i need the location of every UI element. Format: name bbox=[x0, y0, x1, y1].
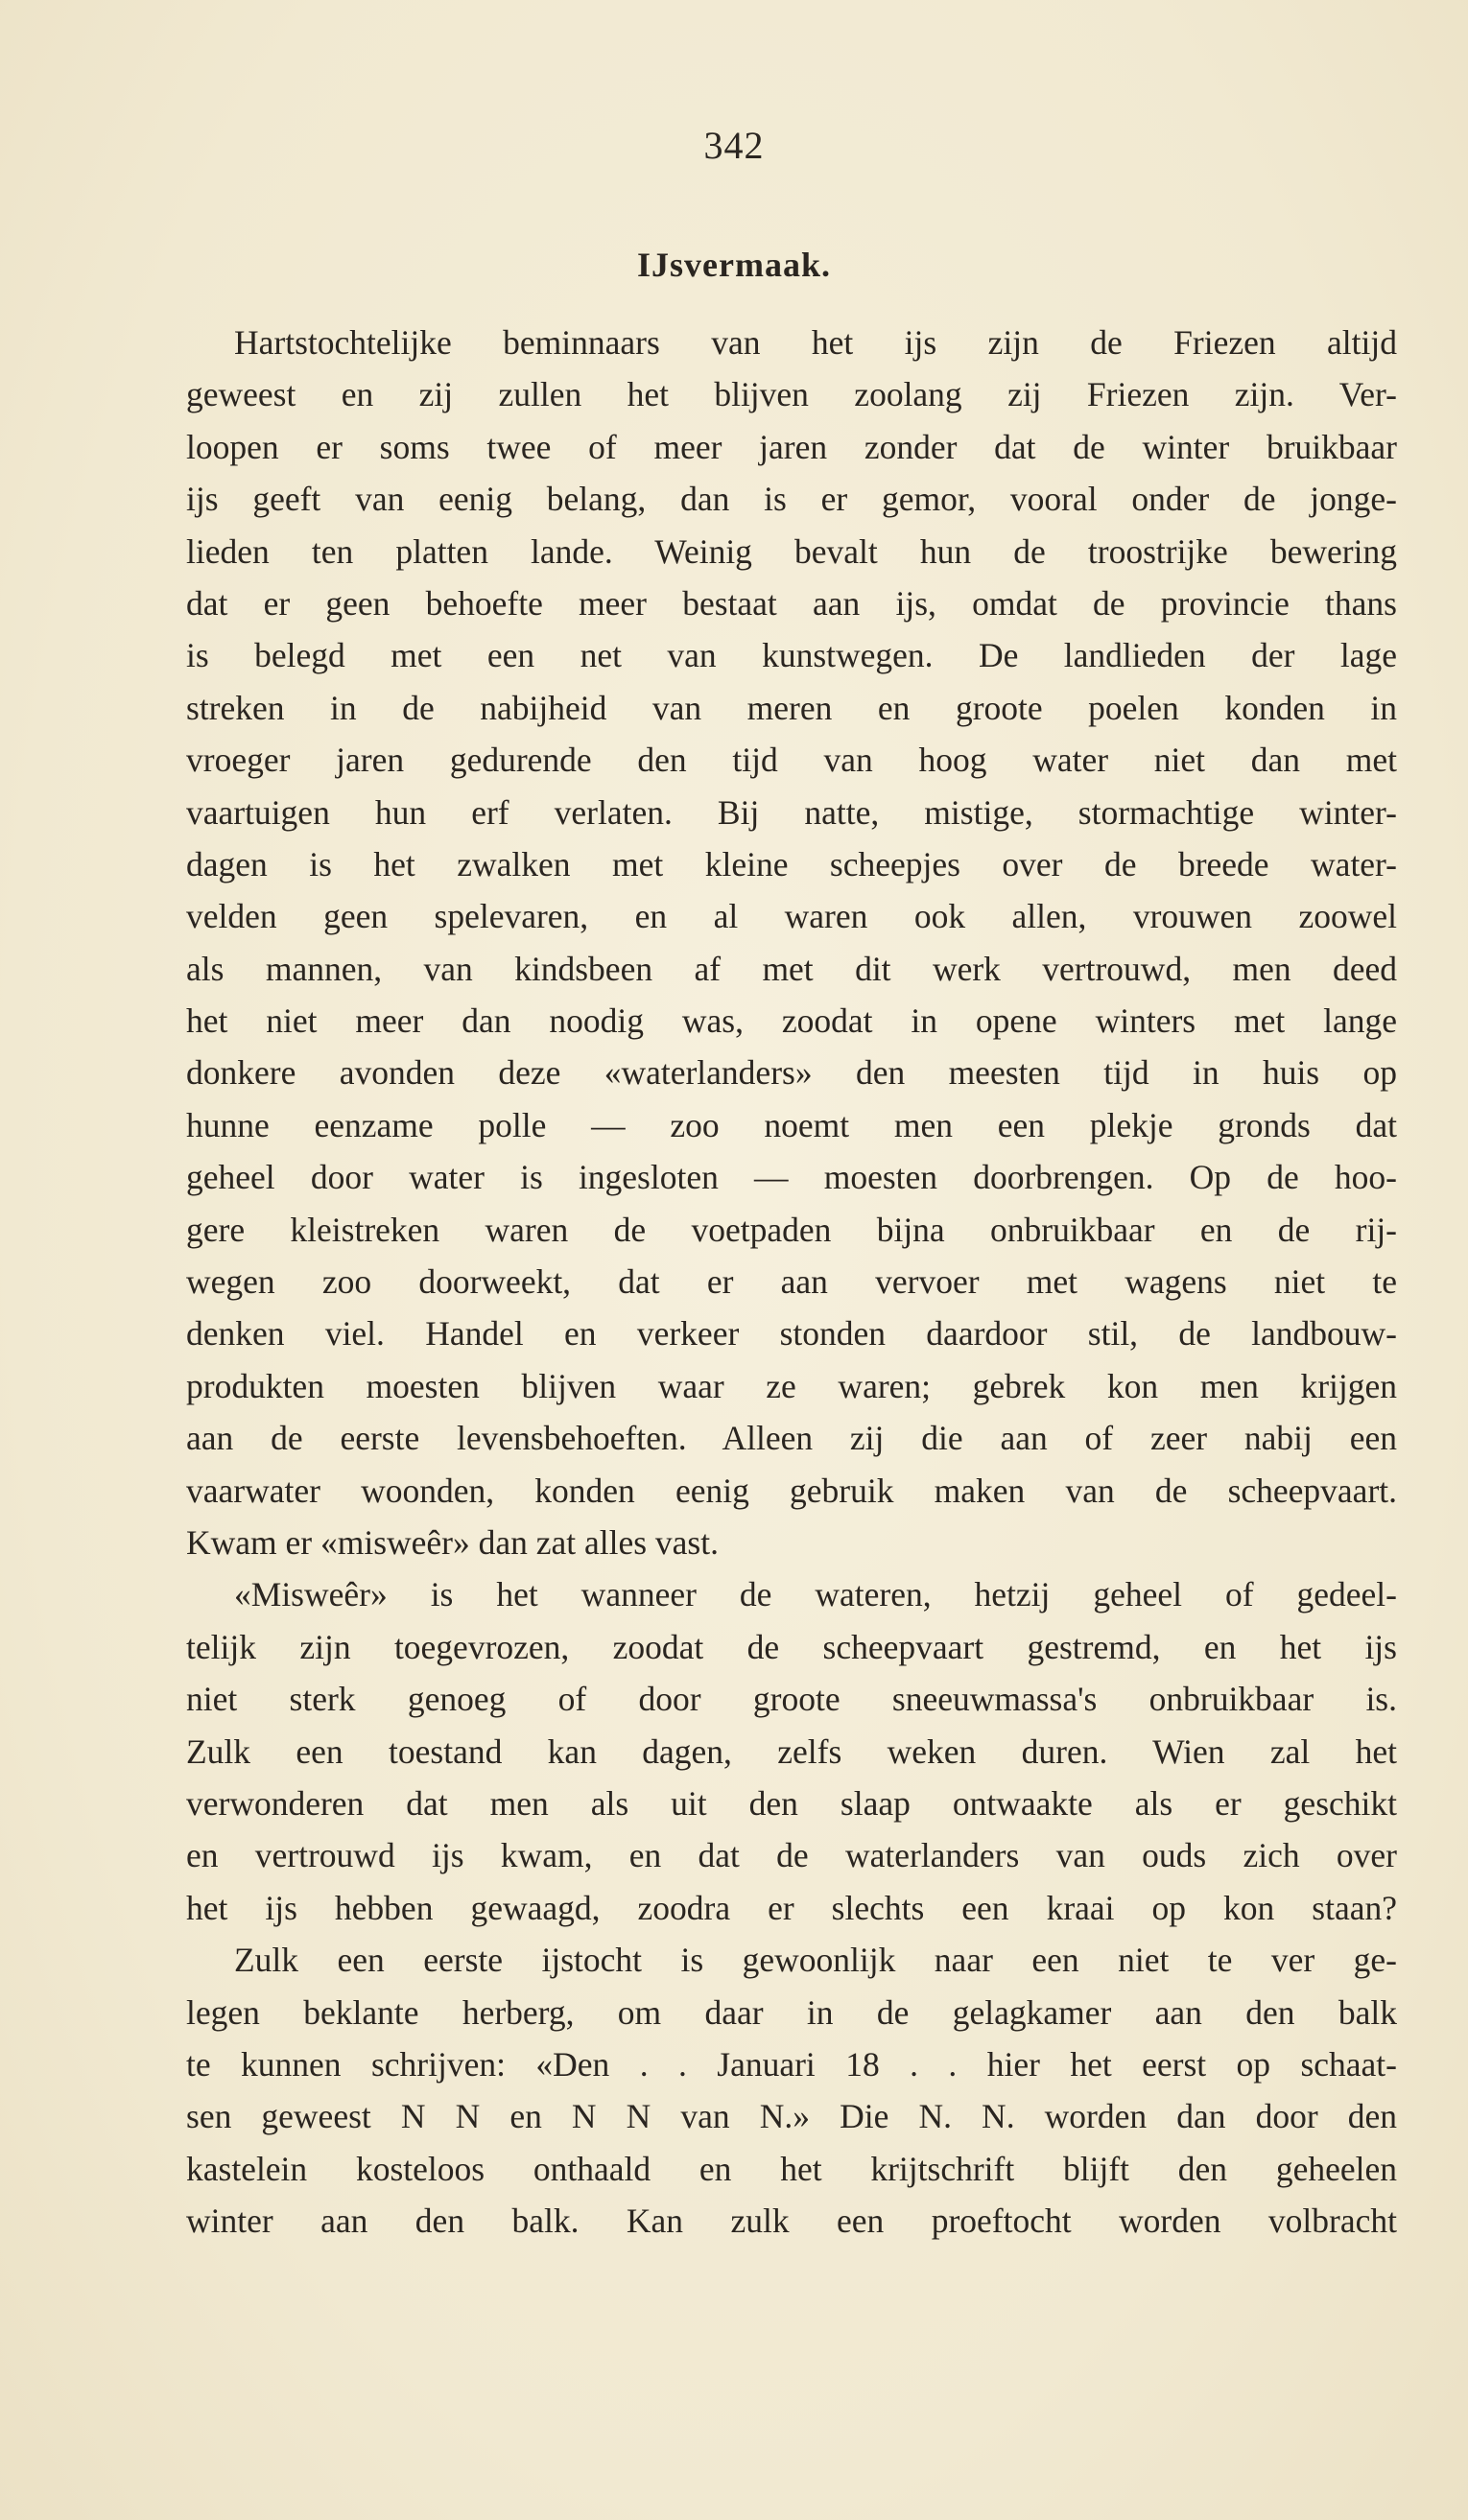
body-text bbox=[186, 317, 1397, 2247]
text-line: wegen zoo doorweekt, dat er aan vervoer met wagens niet te bbox=[186, 1262, 1397, 1302]
text-line: ijs geeft van eenig belang, dan is er gemor, vooral onder de jonge- bbox=[186, 480, 1397, 519]
text-line: loopen er soms twee of meer jaren zonder dat de winter bruikbaar bbox=[186, 427, 1397, 466]
text-line: telijk zijn toegevrozen, zoodat de scheepvaart gestremd, en het ijs bbox=[186, 1627, 1397, 1666]
text-line: is belegd met een net van kunstwegen. De landlieden der lage bbox=[186, 636, 1397, 675]
text-line: Hartstochtelijke beminnaars van het ijs zijn de Friezen altijd bbox=[234, 323, 1397, 362]
text-line: legen beklante herberg, om daar in de gelagkamer aan den balk bbox=[186, 1992, 1397, 2032]
section-title: IJsvermaak. bbox=[637, 246, 831, 284]
text-line: het niet meer dan noodig was, zoodat in opene winters met lange bbox=[186, 1001, 1397, 1041]
text-line: vaartuigen hun erf verlaten. Bij natte, mistige, stormachtige winter- bbox=[186, 792, 1397, 832]
text-line: streken in de nabijheid van meren en groote poelen konden in bbox=[186, 688, 1397, 727]
text-line: gere kleistreken waren de voetpaden bijna onbruikbaar en de rij- bbox=[186, 1210, 1397, 1249]
text-line: dagen is het zwalken met kleine scheepjes over de breede water- bbox=[186, 844, 1397, 883]
text-line: lieden ten platten lande. Weinig bevalt hun de troostrijke bewering bbox=[186, 531, 1397, 571]
text-line: verwonderen dat men als uit den slaap ontwaakte als er geschikt bbox=[186, 1783, 1397, 1823]
text-line: geweest en zij zullen het blijven zoolang zij Friezen zijn. Ver- bbox=[186, 375, 1397, 414]
text-line: kastelein kosteloos onthaald en het krijtschrift blijft den geheelen bbox=[186, 2149, 1397, 2188]
text-line: denken viel. Handel en verkeer stonden daardoor stil, de landbouw- bbox=[186, 1314, 1397, 1354]
text-line: het ijs hebben gewaagd, zoodra er slechts een kraai op kon staan? bbox=[186, 1888, 1397, 1927]
text-line: winter aan den balk. Kan zulk een proeftocht worden volbracht bbox=[186, 2202, 1397, 2241]
text-line: vaarwater woonden, konden eenig gebruik maken van de scheepvaart. bbox=[186, 1471, 1397, 1510]
text-line: als mannen, van kindsbeen af met dit werk vertrouwd, men deed bbox=[186, 949, 1397, 988]
text-line: «Misweêr» is het wanneer de wateren, hetzij geheel of gedeel- bbox=[234, 1575, 1397, 1614]
text-line: sen geweest N N en N N van N.» Die N. N. worden dan door den bbox=[186, 2097, 1397, 2136]
text-line: Kwam er «misweêr» dan zat alles vast. bbox=[186, 1522, 719, 1562]
text-line: en vertrouwd ijs kwam, en dat de waterlanders van ouds zich over bbox=[186, 1836, 1397, 1875]
text-line: velden geen spelevaren, en al waren ook allen, vrouwen zoowel bbox=[186, 897, 1397, 936]
text-line: te kunnen schrijven: «Den . . Januari 18 . . hier het eerst op schaat- bbox=[186, 2044, 1397, 2084]
text-line: geheel door water is ingesloten — moesten doorbrengen. Op de hoo- bbox=[186, 1158, 1397, 1197]
text-line: produkten moesten blijven waar ze waren; gebrek kon men krijgen bbox=[186, 1366, 1397, 1405]
text-line: Zulk een toestand kan dagen, zelfs weken duren. Wien zal het bbox=[186, 1731, 1397, 1771]
text-line: donkere avonden deze «waterlanders» den meesten tijd in huis op bbox=[186, 1053, 1397, 1093]
text-line: aan de eerste levensbehoeften. Alleen zij die aan of zeer nabij een bbox=[186, 1419, 1397, 1458]
text-line: dat er geen behoefte meer bestaat aan ijs, omdat de provincie thans bbox=[186, 583, 1397, 623]
text-line: Zulk een eerste ijstocht is gewoonlijk naar een niet te ver ge- bbox=[234, 1941, 1397, 1980]
text-line: niet sterk genoeg of door groote sneeuwmassa's onbruikbaar is. bbox=[186, 1680, 1397, 1719]
text-line: hunne eenzame polle — zoo noemt men een plekje gronds dat bbox=[186, 1105, 1397, 1144]
page-number: 342 bbox=[703, 124, 765, 167]
text-line: vroeger jaren gedurende den tijd van hoog water niet dan met bbox=[186, 741, 1397, 780]
